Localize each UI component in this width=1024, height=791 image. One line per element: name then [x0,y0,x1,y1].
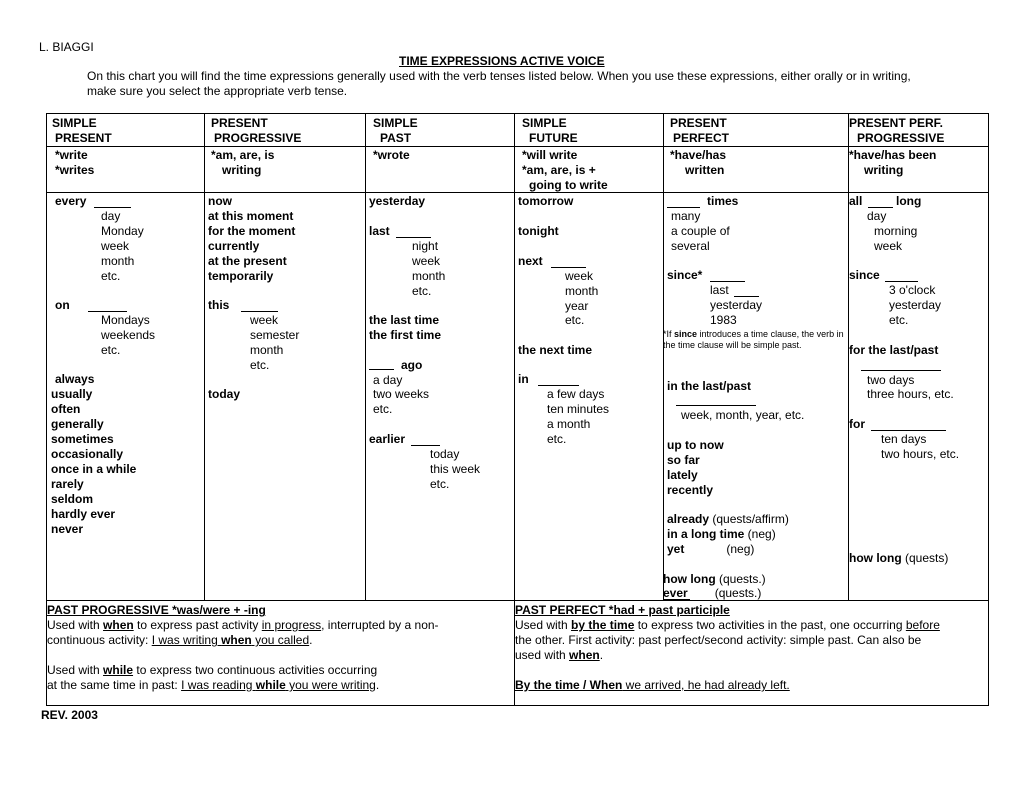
ppp-morning: morning [874,224,918,238]
fut-in: in [518,372,529,386]
pp-this: this [208,298,230,312]
ppp-ten-days: ten days [881,432,927,446]
fut-few-days: a few days [547,387,605,401]
past-two-weeks: two weeks [373,387,430,401]
intro-line-2: make sure you select the appropriate verb tense. [87,84,348,98]
col1-header-1: SIMPLE [52,116,97,130]
pp-item: now [208,194,232,208]
blank-line [369,369,394,370]
blank-line [885,281,918,282]
past-a-day: a day [373,373,403,387]
col6-header-1: PRESENT PERF. [849,116,944,130]
past-night: night [412,239,439,253]
blank-line [88,311,127,312]
past-progressive-line-1: Used with when to express past activity in progress, interrupted by a non- [47,618,439,632]
past-last-time: the last time [369,313,440,327]
perf-wmy: week, month, year, etc. [681,408,805,422]
past-progressive-line-4: at the same time in past: I was reading while you were writing. [47,678,380,692]
pp-etc: etc. [250,358,270,372]
sp-mondays: Mondays [101,313,150,327]
past-etc: etc. [412,284,432,298]
past-etc-2: etc. [373,402,393,416]
revision-label: REV. 2003 [41,708,98,722]
sp-monday: Monday [101,224,144,238]
sp-freq: always [55,372,95,386]
page-title: TIME EXPRESSIONS ACTIVE VOICE [399,54,605,68]
perf-up-to-now: up to now [667,438,724,452]
perf-recently: recently [667,483,714,497]
perf-several: several [671,239,710,253]
past-yesterday: yesterday [369,194,426,208]
intro-line-1: On this chart you will find the time expressions generally used with the verb tenses listed below. When you use these expressions, either orally or in writing, [87,69,911,83]
sp-freq: seldom [51,492,94,506]
perf-ever: ever (quests.) [663,586,762,600]
sp-freq: generally [51,417,104,431]
perf-yet: yet (neg) [667,542,755,556]
col6-header-2: PROGRESSIVE [857,131,945,145]
fut-tonight: tonight [518,224,559,238]
blank-line [667,207,700,208]
ppp-three-hours: three hours, etc. [867,387,954,401]
ppp-since: since [849,268,880,282]
col1-form-2: *writes [55,163,95,177]
perf-how-long: how long (quests.) [663,572,766,586]
pp-item: for the moment [208,224,296,238]
sp-freq: never [51,522,84,536]
sp-month: month [101,254,135,268]
col5-header-2: PERFECT [673,131,730,145]
past-progressive-line-3: Used with while to express two continuous activities occurring [47,663,378,677]
ppp-day: day [867,209,887,223]
perf-since: since* [667,268,703,282]
sp-freq: rarely [51,477,84,491]
sp-weekends: weekends [101,328,156,342]
blank-line [396,237,431,238]
past-perfect-line-1: Used with by the time to express two activities in the past, one occurring before [515,618,940,632]
perf-yesterday: yesterday [710,298,763,312]
past-week: week [412,254,441,268]
fut-etc: etc. [565,313,585,327]
fut-year: year [565,299,589,313]
sp-freq: hardly ever [51,507,116,521]
ppp-how-long: how long (quests) [849,551,949,565]
ppp-week: week [874,239,903,253]
perf-long-time: in a long time (neg) [667,527,776,541]
past-perfect-line-2: the other. First activity: past perfect/second activity: simple past. Can also be [515,633,922,647]
ppp-two-days: two days [867,373,915,387]
sp-freq: usually [51,387,93,401]
blank-line [411,445,440,446]
col6-form-2: writing [864,163,904,177]
past-today: today [430,447,460,461]
ppp-two-hours: two hours, etc. [881,447,960,461]
ppp-for-last: for the last/past [849,343,939,357]
pp-item: at this moment [208,209,294,223]
past-this-week: this week [430,462,481,476]
col1-header-2: PRESENT [55,131,112,145]
past-ago: ago [401,358,423,372]
col2-header-1: PRESENT [211,116,268,130]
sp-freq: occasionally [51,447,124,461]
sp-etc: etc. [101,269,121,283]
blank-line [861,370,941,371]
col4-form-2: *am, are, is + [522,163,596,177]
past-month: month [412,269,446,283]
sp-freq: often [51,402,81,416]
sp-every: every [55,194,87,208]
past-progressive-title: PAST PROGRESSIVE *was/were + -ing [47,603,266,617]
blank-line [538,385,579,386]
past-first-time: the first time [369,328,442,342]
perf-since-note: *If since introduces a time clause, the verb in the time clause will be simple past. [663,329,844,350]
fut-week: week [565,269,594,283]
past-progressive-line-2: continuous activity: I was writing when you called. [47,633,313,647]
fut-etc-2: etc. [547,432,567,446]
pp-item: temporarily [208,269,274,283]
blank-line [551,267,586,268]
pp-week: week [250,313,279,327]
perf-in-last: in the last/past [667,379,752,393]
pp-item: currently [208,239,260,253]
perf-lately: lately [667,468,698,482]
col5-form-2: written [685,163,725,177]
fut-month: month [565,284,599,298]
perf-last: last [710,283,729,297]
fut-next: next [518,254,543,268]
pp-month: month [250,343,284,357]
past-last: last [369,224,390,238]
col4-form-1: *will write [522,148,578,162]
perf-already: already (quests/affirm) [667,512,789,526]
fut-ten-minutes: ten minutes [547,402,610,416]
col4-header-2: FUTURE [529,131,578,145]
col1-form-1: *write [55,148,88,162]
ppp-yesterday: yesterday [889,298,942,312]
pp-item: at the present [208,254,287,268]
sp-freq: once in a while [51,462,137,476]
sp-etc-2: etc. [101,343,121,357]
blank-line [868,207,893,208]
col2-form-2: writing [222,163,262,177]
perf-many: many [671,209,701,223]
fut-tomorrow: tomorrow [518,194,574,208]
blank-line [94,207,131,208]
col2-header-2: PROGRESSIVE [214,131,302,145]
past-earlier: earlier [369,432,406,446]
sp-freq: sometimes [51,432,114,446]
blank-line [871,430,946,431]
ppp-all: all [849,194,863,208]
perf-1983: 1983 [710,313,737,327]
pp-semester: semester [250,328,300,342]
blank-line [676,405,756,406]
past-perfect-line-3: used with when. [515,648,604,662]
blank-line [710,281,745,282]
col3-header-2: PAST [380,131,412,145]
blank-line [734,296,759,297]
col3-header-1: SIMPLE [373,116,418,130]
perf-so-far: so far [667,453,700,467]
blank-line [663,599,690,600]
ppp-long: long [896,194,922,208]
col6-form-1: *have/has been [849,148,937,162]
col3-form-1: *wrote [373,148,410,162]
fut-next-time: the next time [518,343,593,357]
col2-form-1: *am, are, is [211,148,275,162]
col5-header-1: PRESENT [670,116,727,130]
perf-times: times [707,194,739,208]
sp-on: on [55,298,70,312]
pp-today: today [208,387,241,401]
ppp-etc: etc. [889,313,909,327]
past-etc-3: etc. [430,477,450,491]
perf-couple: a couple of [671,224,730,238]
past-perfect-line-4: By the time / When we arrived, he had already left. [515,678,790,692]
ppp-oclock: 3 o'clock [889,283,936,297]
sp-day: day [101,209,121,223]
sp-week: week [101,239,130,253]
col5-form-1: *have/has [670,148,727,162]
blank-line [241,311,278,312]
ppp-for: for [849,417,865,431]
author: L. BIAGGI [39,40,94,54]
fut-a-month: a month [547,417,591,431]
past-perfect-title: PAST PERFECT *had + past participle [515,603,730,617]
col4-form-3: going to write [529,178,608,192]
col4-header-1: SIMPLE [522,116,567,130]
